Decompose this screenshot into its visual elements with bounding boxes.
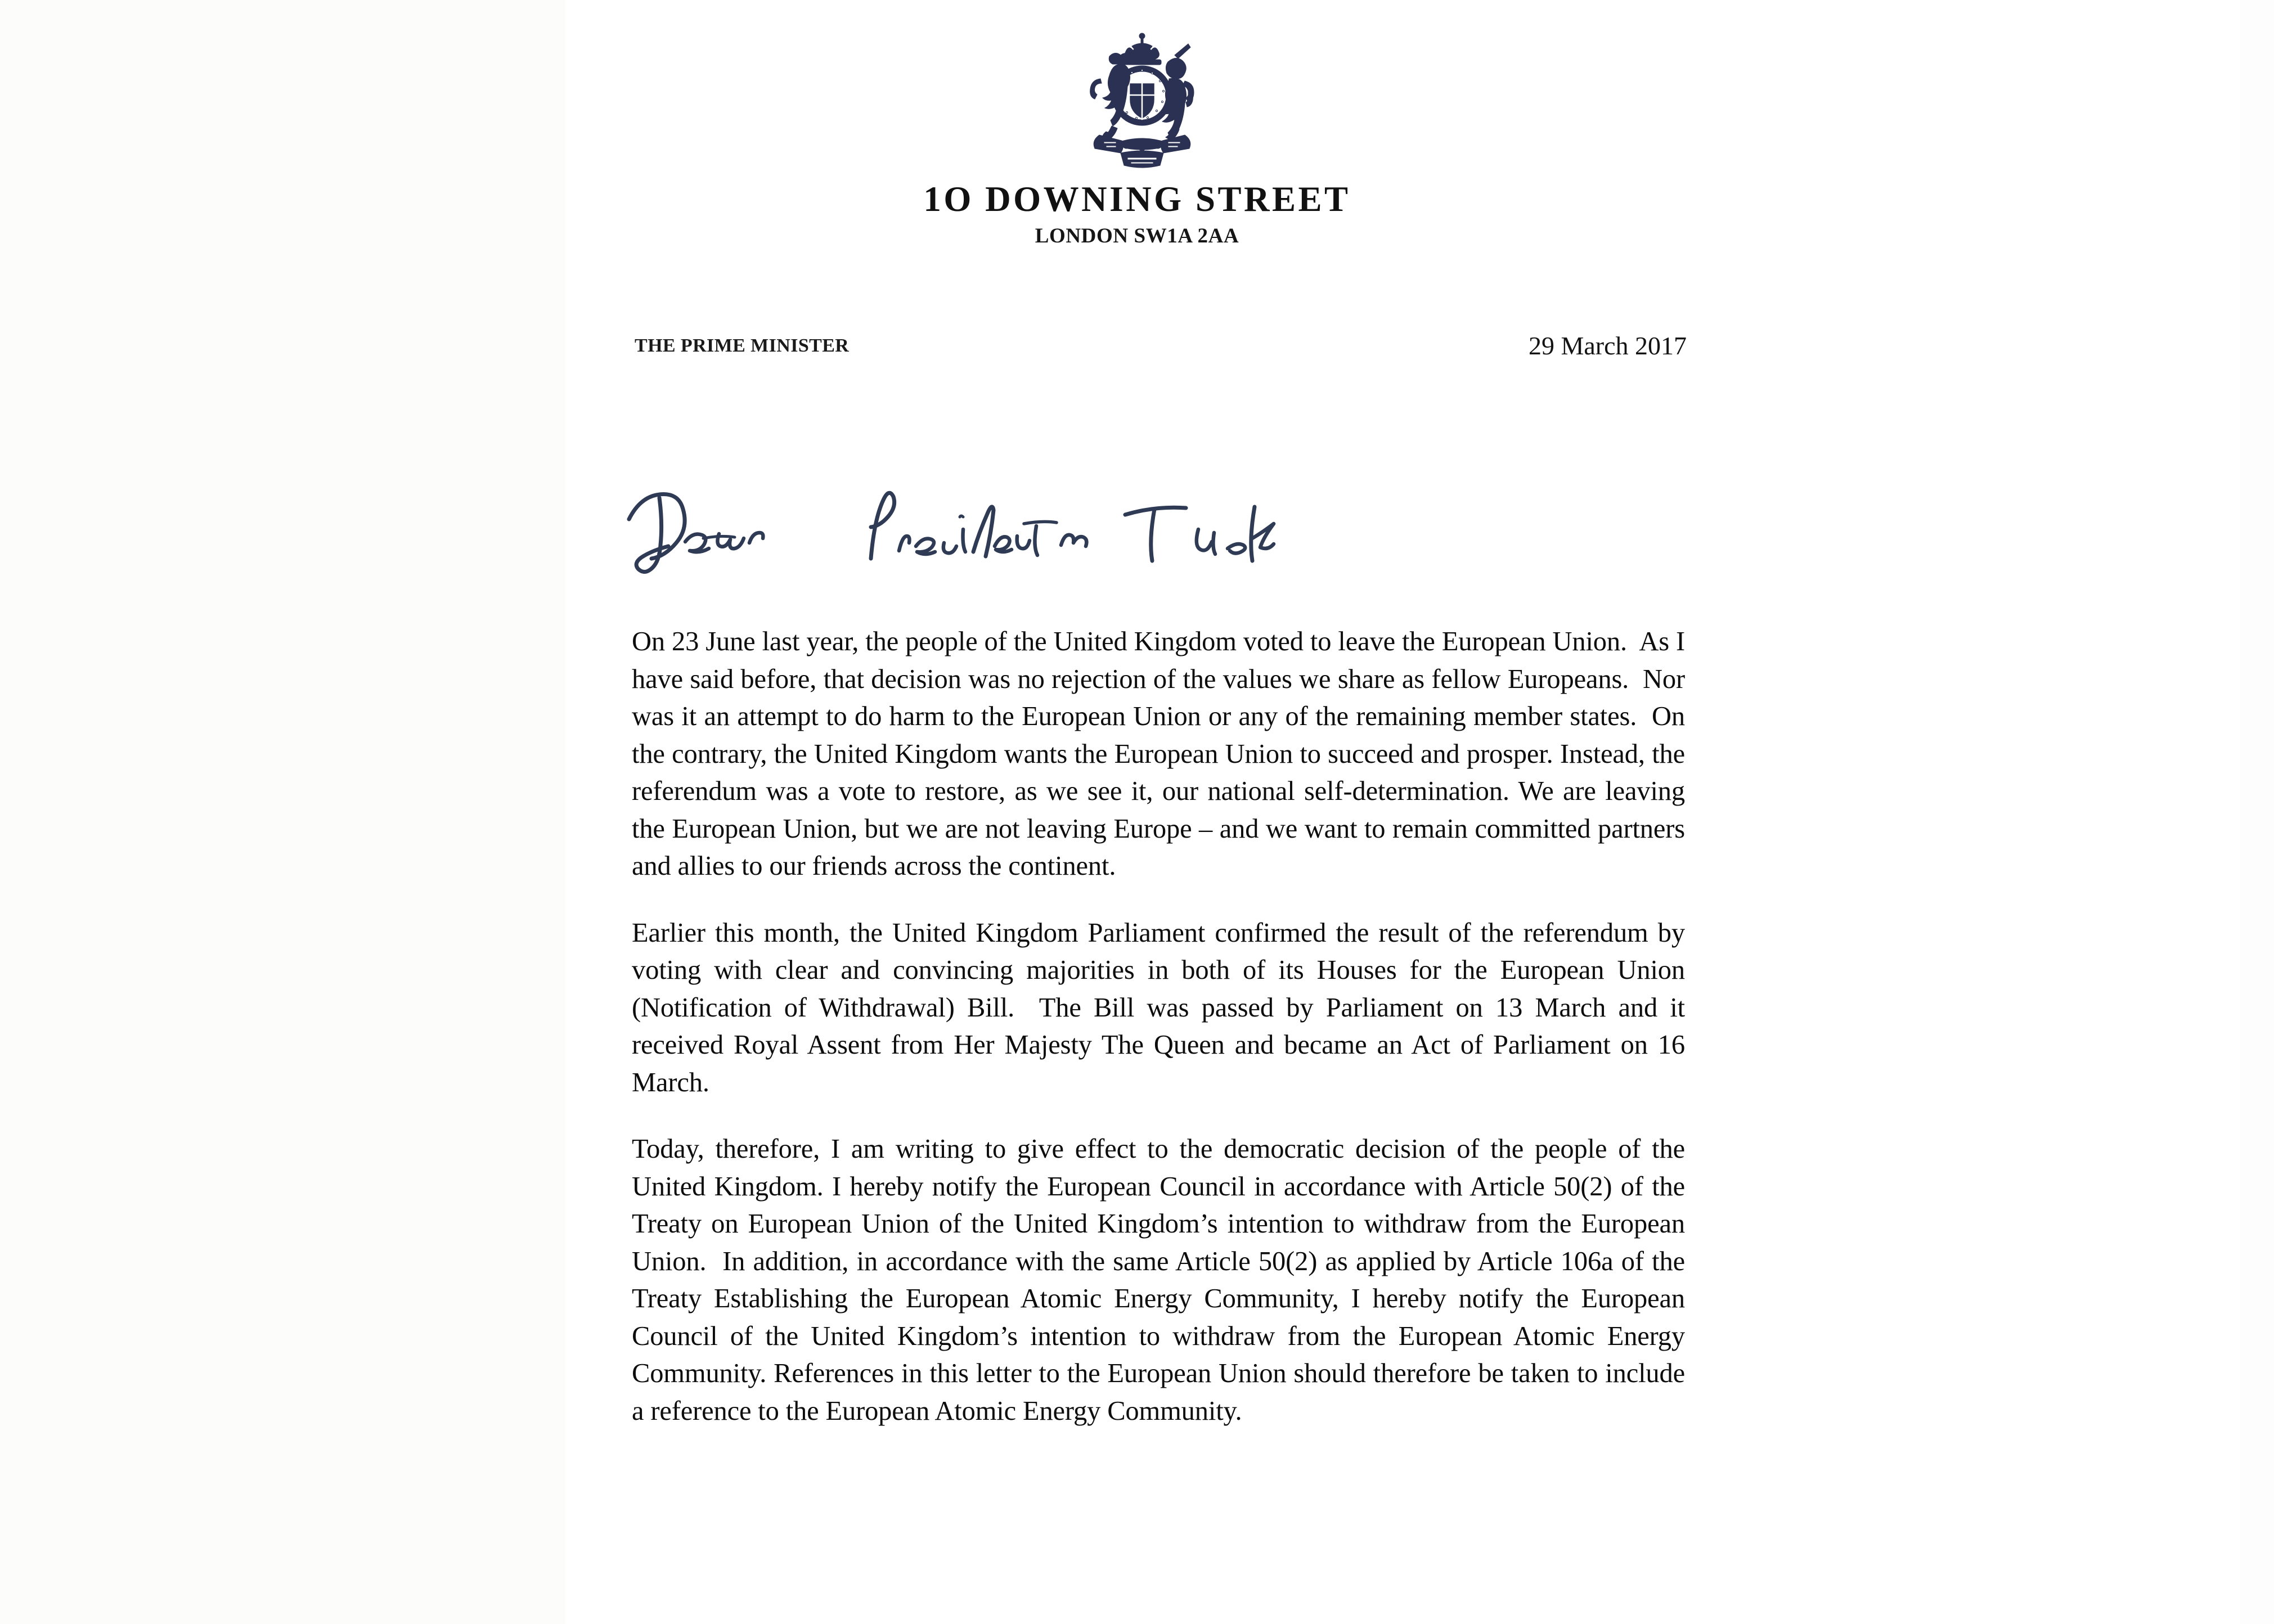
royal-coat-of-arms-icon [1058,27,1226,179]
letter-date: 29 March 2017 [1528,331,1687,360]
letter-meta-row [635,331,1687,365]
letterhead-address-block [0,181,2274,248]
body-paragraph: On 23 June last year, the people of the United Kingdom voted to leave the European Union. As I have said before, that decision was no rejection of the values we share as fellow Europeans. Nor was it an attempt to do harm to the European Union or any of the remaining member states. On the contrary, the United Kingdom wants the European Union to succeed and prosper. Instead, the referendum was a vote to restore, as we see it, our national self-determination. We are leaving the European Union, but we are not leaving Europe – and we want to remain committed partners and allies to our friends across the continent. [632,627,1692,881]
letterhead-postal: LONDON SW1A 2AA [1035,224,1239,248]
body-paragraph: Today, therefore, I am writing to give effect to the democratic decision of the people of the United Kingdom. I hereby notify the European Council in accordance with Article 50(2) of the Treaty on European Union of the United Kingdom’s intention to withdraw from the European Union. In addition, in accordance with the same Article 50(2) as applied by Article 106a of the Treaty Establishing the European Atomic Energy Community, I hereby notify the European Council of the United Kingdom’s intention to withdraw from the European Atomic Energy Community. References in this letter to the European Union should therefore be taken to include a reference to the European Atomic Energy Community. [632,1134,1692,1426]
handwritten-salutation [619,475,1350,577]
body-paragraph: Earlier this month, the United Kingdom Parliament confirmed the result of the referendum by voting with clear and convincing majorities in both of its Houses for the European Union (Notification of Withdrawal) Bill. The Bill was passed by Parliament on 13 March and it received Royal Assent from Her Majesty The Queen and became an Act of Parliament on 16 March. [632,917,1692,1097]
letter-body [632,623,1692,1430]
letterhead-street: 1O DOWNING STREET [923,179,1351,219]
sender-title: THE PRIME MINISTER [635,335,850,356]
